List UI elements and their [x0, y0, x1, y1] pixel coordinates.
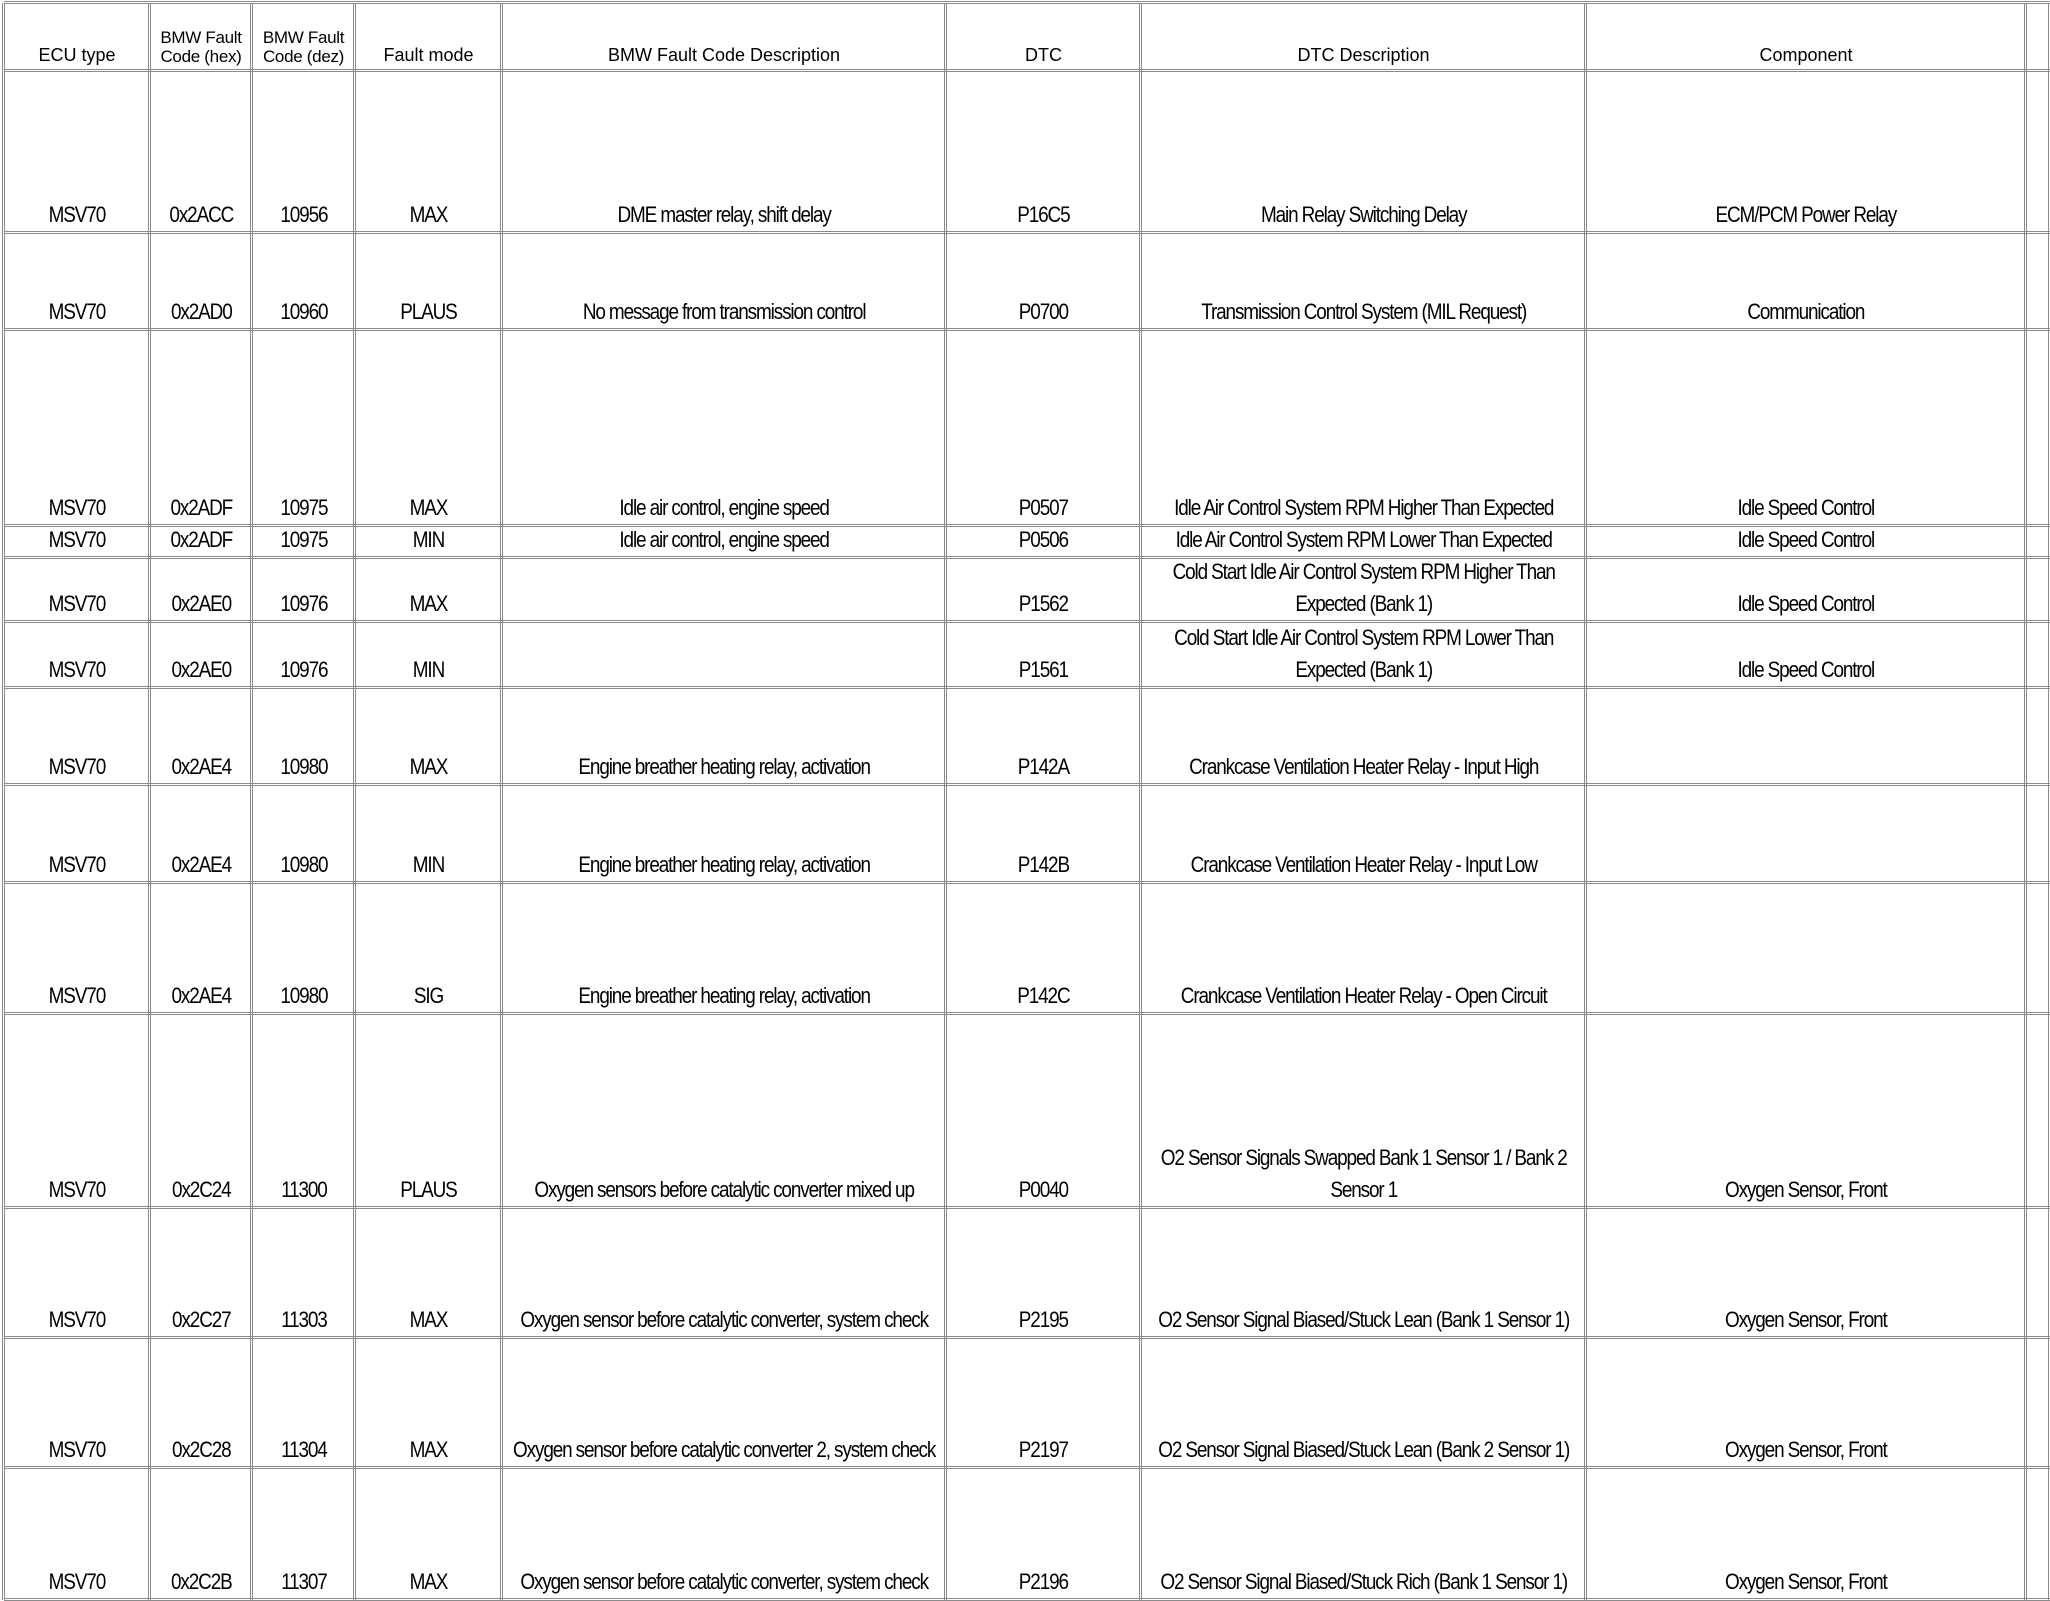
table-cell-dtc [949, 235, 1137, 328]
table-cell-ecu-type [7, 624, 146, 686]
cell-text: ECM/PCM Power Relay [1715, 202, 1897, 227]
cell-text: P2195 [1018, 1307, 1069, 1332]
cell-text: Oxygen sensor before catalytic converter 2, system check [512, 1437, 936, 1462]
table-cell-dtc-desc [1144, 1470, 1582, 1598]
cell-text: O2 Sensor Signal Biased/Stuck Lean (Bank 1 Sensor 1) [1158, 1307, 1569, 1332]
table-cell-fault-dez [255, 73, 351, 231]
cell-text: P1562 [1018, 591, 1069, 616]
table-cell-dtc-desc [1144, 787, 1582, 881]
grid-line-horizontal [4, 881, 2050, 884]
cell-text: Idle air control, engine speed [619, 527, 829, 552]
grid-line-vertical [1139, 3, 1142, 1600]
table-cell-bmw-desc [505, 528, 942, 556]
cell-text: MAX [409, 1437, 448, 1462]
cell-text: 11304 [280, 1437, 327, 1462]
cell-text: 0x2C27 [171, 1307, 231, 1332]
column-header-bmw-desc: BMW Fault Code Description [607, 45, 841, 65]
table-cell-ecu-type [7, 787, 146, 881]
table-cell-ecu-type [7, 528, 146, 556]
table-cell-fault-hex [153, 332, 248, 524]
grid-line-horizontal [4, 620, 2050, 623]
cell-text: Communication [1747, 299, 1865, 324]
table-cell-fault-hex [153, 690, 248, 783]
table-cell-dtc-desc [1144, 73, 1582, 231]
grid-line-vertical [353, 3, 356, 1600]
table-cell-fault-hex [153, 1016, 248, 1206]
cell-text: PLAUS [400, 1177, 457, 1202]
cell-text: P2196 [1018, 1569, 1069, 1594]
table-cell-ecu-type [7, 235, 146, 328]
cell-text: MIN [412, 527, 445, 552]
cell-text: MSV70 [48, 852, 106, 877]
table-cell-component [1589, 690, 2022, 783]
cell-text: P0040 [1018, 1177, 1069, 1202]
cell-text: Cold Start Idle Air Control System RPM Higher Than Expected (Bank 1) [1172, 559, 1555, 616]
cell-text: MIN [412, 657, 445, 682]
table-cell-fault-hex [153, 1210, 248, 1336]
cell-text: P2197 [1018, 1437, 1069, 1462]
cell-text: 0x2AE4 [171, 754, 231, 779]
table-cell-bmw-desc [505, 1210, 942, 1336]
table-cell-fault-dez [255, 235, 351, 328]
table-cell-dtc-desc [1144, 560, 1582, 620]
grid-line-horizontal [4, 1012, 2050, 1015]
table-cell-fault-hex [153, 560, 248, 620]
table-cell-component [1589, 624, 2022, 686]
table-cell-fault-dez [255, 1016, 351, 1206]
table-cell-dtc [949, 560, 1137, 620]
table-cell-component [1589, 1340, 2022, 1466]
table-cell-fault-hex [153, 885, 248, 1012]
fault-code-table [4, 3, 2050, 1600]
cell-text: Oxygen Sensor, Front [1725, 1437, 1887, 1462]
table-cell-dtc-desc [1144, 885, 1582, 1012]
table-cell-fault-mode [358, 235, 498, 328]
table-cell-fault-hex [153, 528, 248, 556]
cell-text: P0507 [1018, 495, 1069, 520]
cell-text: MSV70 [48, 202, 106, 227]
cell-text: Idle Speed Control [1737, 527, 1875, 552]
table-cell-bmw-desc [505, 885, 942, 1012]
cell-text: MAX [409, 754, 448, 779]
column-header-fault-mode: Fault mode [383, 45, 474, 65]
table-cell-dtc-desc [1144, 332, 1582, 524]
table-cell-ecu-type [7, 1210, 146, 1336]
table-cell-fault-hex [153, 1340, 248, 1466]
cell-text: 10980 [279, 852, 328, 877]
cell-text: Crankcase Ventilation Heater Relay - Input High [1188, 754, 1539, 779]
table-cell-fault-mode [358, 624, 498, 686]
cell-text: 0x2AE4 [171, 852, 231, 877]
column-header-ecu-type: ECU type [38, 45, 116, 65]
table-cell-fault-hex [153, 73, 248, 231]
cell-text: 0x2C2B [170, 1569, 232, 1594]
table-cell-dtc-desc [1144, 1210, 1582, 1336]
cell-text: MSV70 [48, 754, 106, 779]
grid-line-horizontal [4, 1466, 2050, 1469]
table-cell-component [1589, 560, 2022, 620]
table-cell-dtc-desc [1144, 235, 1582, 328]
table-cell-component [1589, 885, 2022, 1012]
cell-text: Main Relay Switching Delay [1260, 202, 1467, 227]
cell-text: Engine breather heating relay, activation [578, 852, 870, 877]
cell-text: Crankcase Ventilation Heater Relay - Input Low [1190, 852, 1537, 877]
table-cell-ecu-type [7, 1016, 146, 1206]
column-header-dtc-desc: DTC Description [1297, 45, 1430, 65]
cell-text: 0x2ADF [170, 495, 232, 520]
cell-text: MSV70 [48, 983, 106, 1008]
cell-text: 10976 [279, 591, 328, 616]
cell-text: MSV70 [48, 657, 106, 682]
cell-text: P1561 [1018, 657, 1069, 682]
cell-text: O2 Sensor Signal Biased/Stuck Lean (Bank 2 Sensor 1) [1158, 1437, 1569, 1462]
cell-text: 11307 [280, 1569, 327, 1594]
table-cell-component [1589, 1470, 2022, 1598]
table-cell-dtc-desc [1144, 624, 1582, 686]
cell-text: MSV70 [48, 495, 106, 520]
cell-text: 0x2ACC [169, 202, 233, 227]
cell-text: 0x2ADF [170, 527, 232, 552]
cell-text: DME master relay, shift delay [617, 202, 831, 227]
table-cell-dtc [949, 1210, 1137, 1336]
cell-text: 0x2AE0 [171, 657, 231, 682]
table-cell-dtc [949, 73, 1137, 231]
cell-text: P142C [1017, 983, 1070, 1008]
cell-text: 10980 [279, 754, 328, 779]
table-cell-bmw-desc [505, 560, 942, 620]
table-cell-fault-dez [255, 528, 351, 556]
table-cell-fault-mode [358, 73, 498, 231]
table-cell-ecu-type [7, 560, 146, 620]
cell-text: Cold Start Idle Air Control System RPM Lower Than Expected (Bank 1) [1173, 625, 1554, 682]
table-cell-fault-mode [358, 1340, 498, 1466]
cell-text: 0x2C24 [171, 1177, 231, 1202]
cell-text: P16C5 [1017, 202, 1070, 227]
cell-text: Oxygen sensor before catalytic converter, system check [520, 1569, 928, 1594]
table-cell-dtc-desc [1144, 690, 1582, 783]
grid-line-horizontal [4, 231, 2050, 234]
column-header-fault-dez: BMW Fault Code (dez) [262, 28, 345, 66]
table-cell-bmw-desc [505, 332, 942, 524]
table-cell-bmw-desc [505, 1016, 942, 1206]
table-cell-ecu-type [7, 1470, 146, 1598]
grid-line-horizontal [4, 69, 2050, 72]
cell-text: Oxygen Sensor, Front [1725, 1307, 1887, 1332]
table-cell-bmw-desc [505, 1470, 942, 1598]
table-cell-dtc [949, 528, 1137, 556]
table-cell-component [1589, 332, 2022, 524]
table-cell-dtc [949, 624, 1137, 686]
table-cell-ecu-type [7, 690, 146, 783]
cell-text: 0x2AE4 [171, 983, 231, 1008]
cell-text: MSV70 [48, 1177, 106, 1202]
grid-line-horizontal [4, 1206, 2050, 1209]
cell-text: 11303 [280, 1307, 327, 1332]
grid-line-vertical [148, 3, 151, 1600]
table-cell-dtc [949, 787, 1137, 881]
cell-text: 10975 [279, 527, 328, 552]
table-cell-bmw-desc [505, 624, 942, 686]
cell-text: O2 Sensor Signal Biased/Stuck Rich (Bank 1 Sensor 1) [1160, 1569, 1567, 1594]
cell-text: MAX [409, 202, 448, 227]
table-cell-fault-mode [358, 885, 498, 1012]
table-cell-bmw-desc [505, 787, 942, 881]
table-cell-fault-mode [358, 1016, 498, 1206]
grid-line-vertical [250, 3, 253, 1600]
table-cell-dtc [949, 690, 1137, 783]
cell-text: Oxygen Sensor, Front [1725, 1569, 1887, 1594]
cell-text: MIN [412, 852, 445, 877]
table-cell-fault-hex [153, 624, 248, 686]
grid-line-horizontal [4, 556, 2050, 559]
table-cell-fault-mode [358, 528, 498, 556]
table-cell-fault-mode [358, 787, 498, 881]
grid-line-horizontal [4, 1336, 2050, 1339]
cell-text: 10975 [279, 495, 328, 520]
cell-text: Engine breather heating relay, activation [578, 754, 870, 779]
table-cell-bmw-desc [505, 690, 942, 783]
cell-text: Idle Air Control System RPM Lower Than Expected [1175, 527, 1552, 552]
cell-text: 10956 [279, 202, 328, 227]
cell-text: MSV70 [48, 1569, 106, 1594]
grid-line-vertical [2024, 3, 2027, 1600]
cell-text: P142A [1017, 754, 1070, 779]
cell-text: 11300 [280, 1177, 327, 1202]
table-cell-fault-dez [255, 885, 351, 1012]
cell-text: Engine breather heating relay, activation [578, 983, 870, 1008]
cell-text: O2 Sensor Signals Swapped Bank 1 Sensor 1 / Bank 2 Sensor 1 [1160, 1145, 1567, 1202]
cell-text: Idle Air Control System RPM Higher Than Expected [1173, 495, 1554, 520]
table-cell-fault-dez [255, 1470, 351, 1598]
column-header-fault-hex: BMW Fault Code (hex) [160, 28, 242, 66]
table-cell-dtc [949, 332, 1137, 524]
table-cell-component [1589, 1210, 2022, 1336]
table-cell-fault-mode [358, 332, 498, 524]
cell-text: Transmission Control System (MIL Request) [1200, 299, 1526, 324]
cell-text: P142B [1017, 852, 1070, 877]
table-cell-fault-hex [153, 1470, 248, 1598]
table-cell-fault-dez [255, 624, 351, 686]
table-cell-fault-mode [358, 1470, 498, 1598]
table-cell-bmw-desc [505, 235, 942, 328]
table-cell-dtc-desc [1144, 1340, 1582, 1466]
table-cell-component [1589, 787, 2022, 881]
table-cell-component [1589, 1016, 2022, 1206]
cell-text: Oxygen sensor before catalytic converter, system check [520, 1307, 928, 1332]
table-cell-fault-hex [153, 787, 248, 881]
table-cell-fault-dez [255, 690, 351, 783]
table-cell-ecu-type [7, 332, 146, 524]
cell-text: Oxygen Sensor, Front [1725, 1177, 1887, 1202]
cell-text: MSV70 [48, 299, 106, 324]
cell-text: PLAUS [400, 299, 457, 324]
grid-line-horizontal [4, 783, 2050, 786]
grid-line-horizontal [4, 686, 2050, 689]
cell-text: Idle Speed Control [1737, 657, 1875, 682]
table-cell-ecu-type [7, 73, 146, 231]
grid-line-vertical [500, 3, 503, 1600]
table-cell-fault-mode [358, 1210, 498, 1336]
cell-text: 10976 [279, 657, 328, 682]
cell-text: Crankcase Ventilation Heater Relay - Open Circuit [1180, 983, 1547, 1008]
cell-text: Idle air control, engine speed [619, 495, 829, 520]
table-cell-dtc-desc [1144, 1016, 1582, 1206]
cell-text: Idle Speed Control [1737, 495, 1875, 520]
table-cell-fault-dez [255, 560, 351, 620]
table-cell-dtc [949, 1340, 1137, 1466]
table-cell-fault-dez [255, 1340, 351, 1466]
grid-line-horizontal [4, 328, 2050, 331]
cell-text: 10980 [279, 983, 328, 1008]
table-cell-ecu-type [7, 885, 146, 1012]
cell-text: MAX [409, 1569, 448, 1594]
cell-text: No message from transmission control [582, 299, 866, 324]
cell-text: 0x2C28 [171, 1437, 231, 1462]
table-cell-fault-dez [255, 1210, 351, 1336]
cell-text: MAX [409, 495, 448, 520]
cell-text: MSV70 [48, 1307, 106, 1332]
table-cell-component [1589, 528, 2022, 556]
table-cell-bmw-desc [505, 73, 942, 231]
cell-text: SIG [413, 983, 444, 1008]
cell-text: 0x2AD0 [170, 299, 232, 324]
grid-line-vertical [944, 3, 947, 1600]
table-cell-fault-mode [358, 690, 498, 783]
grid-line-vertical [1584, 3, 1587, 1600]
grid-line-vertical [2, 3, 5, 1600]
cell-text: MAX [409, 591, 448, 616]
table-cell-dtc [949, 1470, 1137, 1598]
table-cell-fault-hex [153, 235, 248, 328]
column-header-dtc: DTC [1025, 45, 1062, 65]
table-cell-fault-mode [358, 560, 498, 620]
table-cell-ecu-type [7, 1340, 146, 1466]
table-cell-bmw-desc [505, 1340, 942, 1466]
cell-text: MAX [409, 1307, 448, 1332]
table-cell-dtc [949, 1016, 1137, 1206]
cell-text: MSV70 [48, 591, 106, 616]
cell-text: 10960 [279, 299, 328, 324]
column-header-component: Component [1759, 45, 1853, 65]
cell-text: MSV70 [48, 527, 106, 552]
table-cell-component [1589, 235, 2022, 328]
table-cell-dtc [949, 885, 1137, 1012]
cell-text: Idle Speed Control [1737, 591, 1875, 616]
cell-text: MSV70 [48, 1437, 106, 1462]
cell-text: Oxygen sensors before catalytic converter mixed up [534, 1177, 914, 1202]
cell-text: P0506 [1018, 527, 1069, 552]
cell-text: P0700 [1018, 299, 1069, 324]
table-cell-component [1589, 73, 2022, 231]
table-cell-dtc-desc [1144, 528, 1582, 556]
table-cell-fault-dez [255, 332, 351, 524]
table-cell-fault-dez [255, 787, 351, 881]
cell-text: 0x2AE0 [171, 591, 231, 616]
